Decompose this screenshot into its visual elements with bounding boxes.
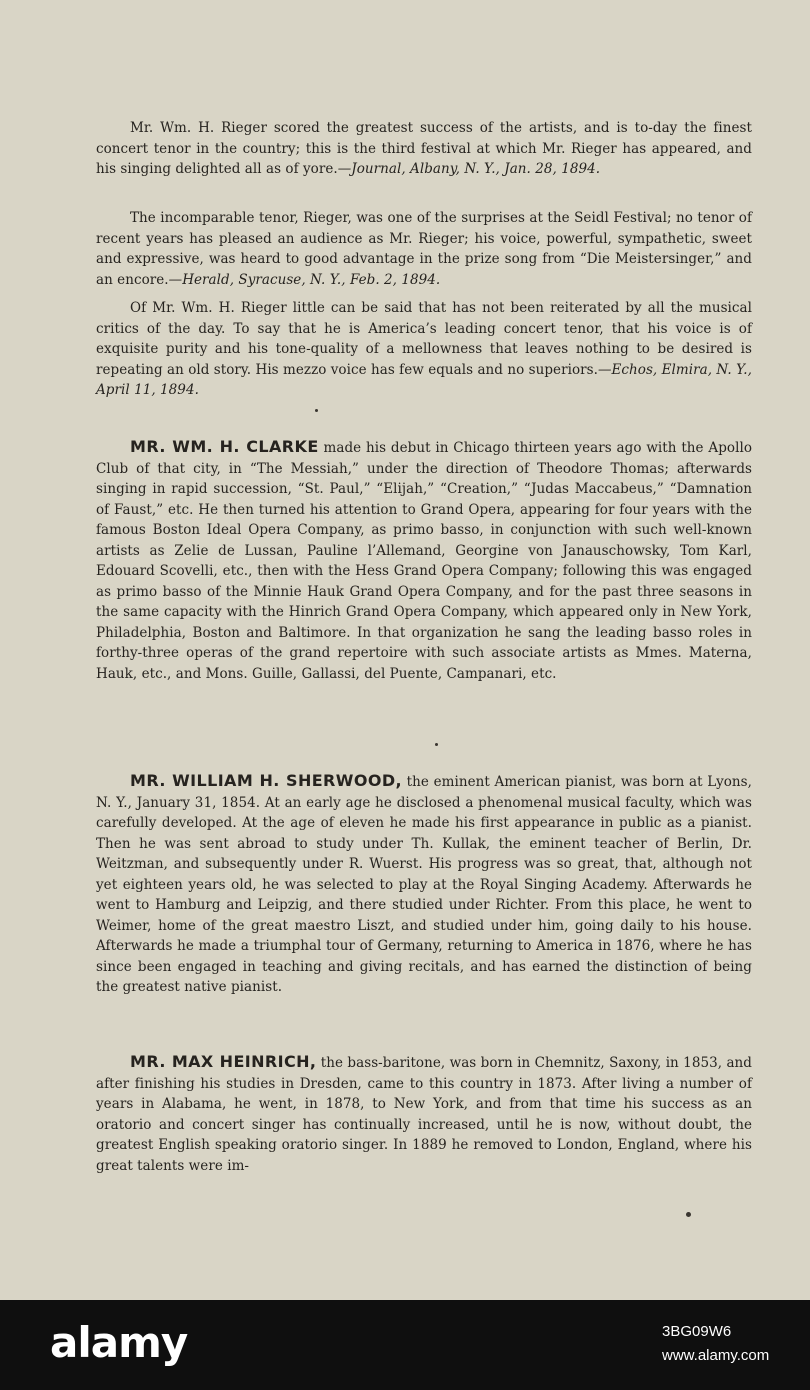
- watermark-url: www.alamy.com: [662, 1347, 770, 1364]
- review-text: Mr. Wm. H. Rieger scored the greatest success of the artists, and is to-day the finest concert tenor in the country; this is the third festival at which Mr. Rieger has appeared, and his singing delighted all as of yore.: [96, 120, 752, 177]
- bio-name: MR. MAX HEINRICH,: [130, 1052, 317, 1071]
- review-paragraph: [96, 298, 752, 401]
- bio-text: the bass-baritone, was born in Chemnitz, Saxony, in 1853, and after finishing his studies in Dresden, came to this country in 1873. After living a number of years in Alabama, he went, in 1878, to New York, and from that time his success as an oratorio and concert singer has continually increased, until he is now, without doubt, the greatest English speaking oratorio singer. In 1889 he removed to London, England, where his great talents were im-: [96, 1055, 752, 1174]
- bio-text: the eminent American pianist, was born at Lyons, N. Y., January 31, 1854. At an early age he disclosed a phenomenal musical faculty, which was carefully developed. At the age of eleven he made his first appearance in public as a pianist. Then he was sent abroad to study under Th. Kullak, the eminent teacher of Berlin, Dr. Weitzman, and subsequently under R. Wuerst. His progress was so great, that, although not yet eighteen years old, he was selected to play at the Royal Singing Academy. Afterwards he went to Hamburg and Leipzig, and there studied under Richter. From this place, he went to Weimer, home of the great maestro Liszt, and studied under him, going daily to his house. Afterwards he made a triumphal tour of Germany, returning to America in 1876, where he has since been engaged in teaching and giving recitals, and has earned the distinction of being the greatest native pianist.: [96, 774, 752, 995]
- review-paragraph: [96, 118, 752, 180]
- bio-paragraph: [96, 437, 752, 684]
- bio-name: MR. WILLIAM H. SHERWOOD,: [130, 771, 402, 790]
- alamy-logo: alamy: [50, 1318, 188, 1367]
- review-text: The incomparable tenor, Rieger, was one of the surprises at the Seidl Festival; no tenor of recent years has pleased an audience as Mr. Rieger; his voice, powerful, sympathetic, sweet and expressive, was heard to good advantage in the prize song from “Die Meistersinger,” and an encore.: [96, 210, 752, 288]
- section-divider-dot: [315, 409, 318, 412]
- review-text: Of Mr. Wm. H. Rieger little can be said that has not been reiterated by all the musical critics of the day. To say that he is America’s leading concert tenor, that his voice is of exquisite purity and his tone-quality of a mellowness that leaves nothing to be desired is repeating an old story. His mezzo voice has few equals and no superiors.: [96, 300, 752, 378]
- image-id-label: 3BG09W6: [662, 1323, 732, 1340]
- review-citation: —Herald, Syracuse, N. Y., Feb. 2, 1894.: [168, 271, 441, 288]
- bio-paragraph: [96, 771, 752, 998]
- review-citation: —Echos, Elmira, N. Y., April 11, 1894.: [96, 361, 752, 398]
- section-divider-dot: [435, 743, 438, 746]
- ink-speck: [686, 1212, 691, 1217]
- bio-paragraph: [96, 1052, 752, 1176]
- bio-text: made his debut in Chicago thirteen years ago with the Apollo Club of that city, in “The Messiah,” under the direction of Theodore Thomas; afterwards singing in rapid succession, “St. Paul,” “Elijah,” “Creation,” “Judas Maccabeus,” “Damnation of Faust,” etc. He then turned his attention to Grand Opera, appearing for four years with the famous Boston Ideal Opera Company, as primo basso, in conjunction with such well-known artists as Zelie de Lussan, Pauline l’Allemand, Georgine von Janauschowsky, Tom Karl, Edouard Scovelli, etc., then with the Hess Grand Opera Company; following this was engaged as primo basso of the Minnie Hauk Grand Opera Company, and for the past three seasons in the same capacity with the Hinrich Grand Opera Company, which appeared only in New York, Philadelphia, Boston and Baltimore. In that organization he sang the leading basso roles in forthy-three operas of the grand repertoire with such associate artists as Mmes. Materna, Hauk, etc., and Mons. Guille, Gallassi, del Puente, Campanari, etc.: [96, 440, 752, 682]
- review-paragraph: [96, 208, 752, 290]
- bio-name: MR. WM. H. CLARKE: [130, 437, 319, 456]
- review-citation: —Journal, Albany, N. Y., Jan. 28, 1894.: [337, 161, 601, 177]
